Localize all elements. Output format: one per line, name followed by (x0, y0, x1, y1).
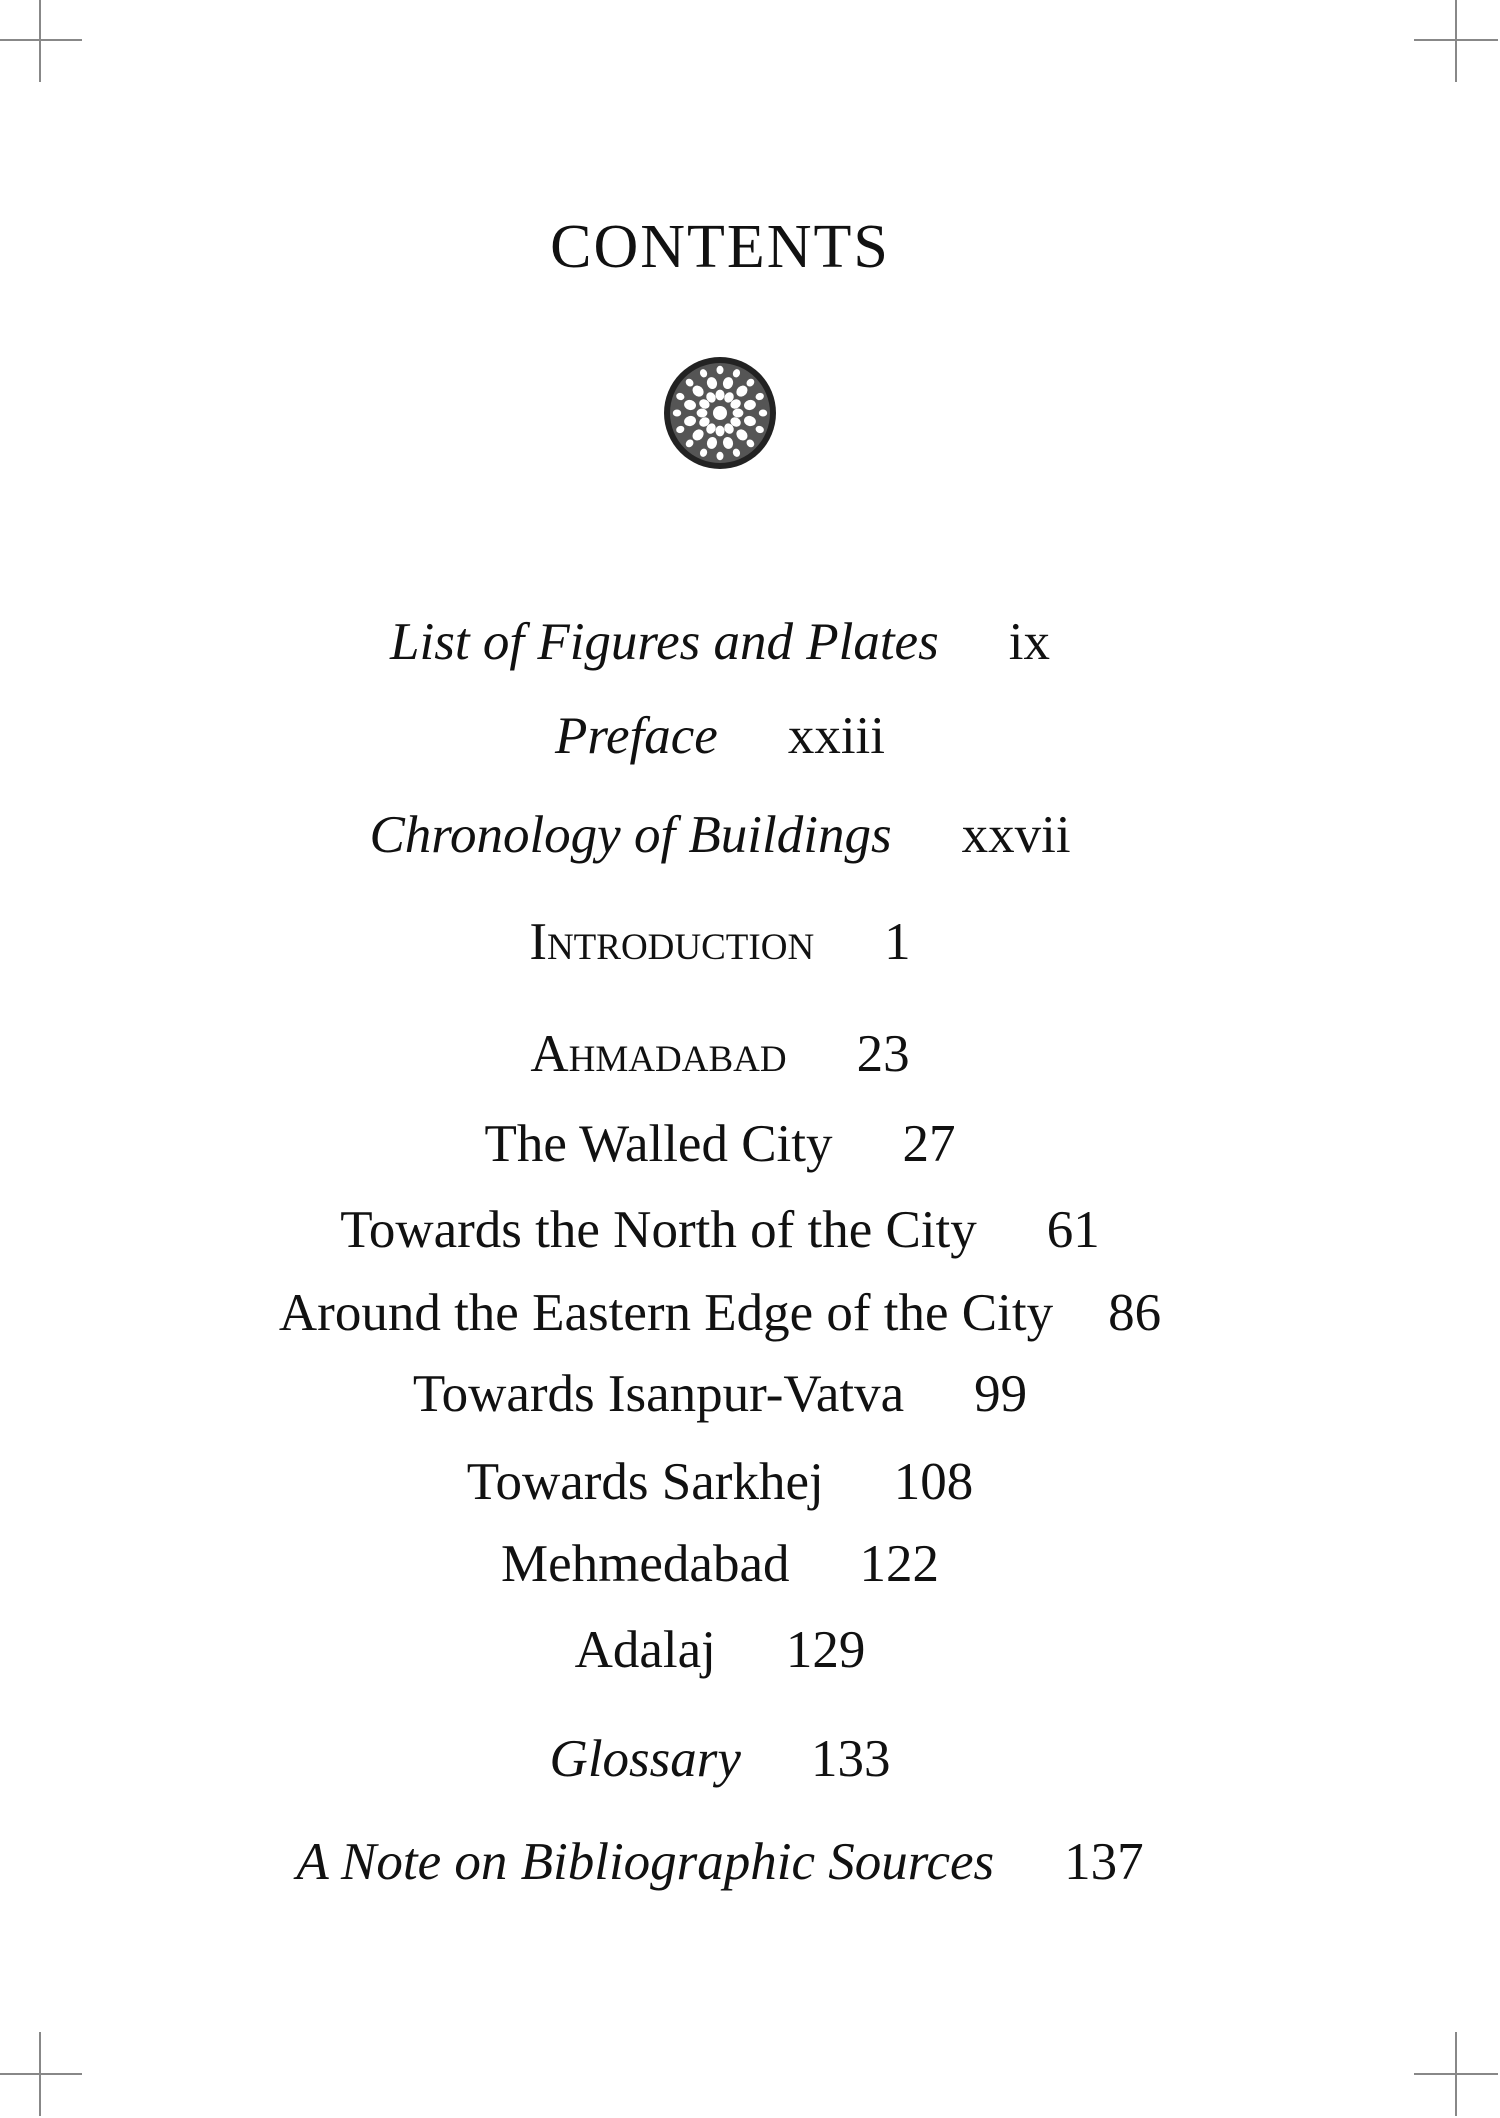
toc-entry-title: Adalaj (574, 1621, 716, 1679)
crop-mark-top-right (1414, 0, 1498, 82)
toc-entry-title: Ahmadabad (530, 1025, 787, 1083)
toc-entry-title: A Note on Bibliographic Sources (296, 1833, 995, 1891)
toc-entry-title: Towards Sarkhej (466, 1453, 824, 1511)
toc-entry-page: 122 (859, 1535, 939, 1593)
toc-entry-title: Towards Isanpur-Vatva (412, 1365, 905, 1423)
toc-entry-page: 108 (893, 1453, 974, 1511)
crop-mark-bottom-right (1414, 2032, 1498, 2116)
toc-entry-title: List of Figures and Plates (390, 613, 939, 671)
toc-entry[interactable] (0, 1729, 1440, 1789)
toc-entry-title: Glossary (549, 1730, 741, 1788)
crop-mark-bottom-left (0, 2032, 82, 2116)
toc-entry[interactable] (0, 706, 1440, 766)
toc-entry-page: 23 (856, 1025, 910, 1083)
crop-mark-top-left (0, 0, 82, 82)
toc-entry-page: 99 (974, 1365, 1028, 1423)
toc-entry-page: 1 (884, 913, 911, 971)
toc-entry-title: Preface (554, 707, 718, 765)
toc-entry-page: 27 (902, 1115, 956, 1173)
toc-entry-title: Chronology of Buildings (369, 806, 892, 864)
toc-entry[interactable] (0, 912, 1440, 972)
toc-entry-page: ix (1008, 613, 1050, 671)
toc-entry[interactable] (0, 1534, 1440, 1594)
toc-entry[interactable] (0, 1114, 1440, 1174)
toc-entry-page: 86 (1108, 1284, 1162, 1342)
toc-entry[interactable] (0, 805, 1440, 865)
toc-entry-page: 129 (785, 1621, 866, 1679)
page-title: CONTENTS (550, 213, 890, 281)
toc-entry-page: 61 (1046, 1201, 1100, 1259)
toc-entry-page: 133 (810, 1730, 891, 1788)
toc-entry[interactable] (0, 1620, 1440, 1680)
toc-entry[interactable] (0, 1200, 1440, 1260)
rosette-ornament-icon (660, 353, 780, 473)
toc-entry-page: 137 (1064, 1833, 1144, 1891)
toc-entry-title: Mehmedabad (501, 1535, 790, 1593)
toc-entry-title: Towards the North of the City (340, 1201, 977, 1259)
toc-entry[interactable] (0, 612, 1440, 672)
toc-entry-page: xxiii (787, 707, 886, 765)
toc-entry[interactable] (0, 1452, 1440, 1512)
toc-entry[interactable] (0, 1832, 1440, 1892)
toc-entry-title: The Walled City (484, 1115, 833, 1173)
toc-entry-title: Around the Eastern Edge of the City (278, 1284, 1054, 1342)
toc-entry-title: Introduction (529, 913, 815, 971)
toc-entry[interactable] (0, 1364, 1440, 1424)
toc-entry-page: xxvii (961, 806, 1071, 864)
toc-entry[interactable] (0, 1024, 1440, 1084)
toc-entry[interactable] (0, 1283, 1440, 1343)
